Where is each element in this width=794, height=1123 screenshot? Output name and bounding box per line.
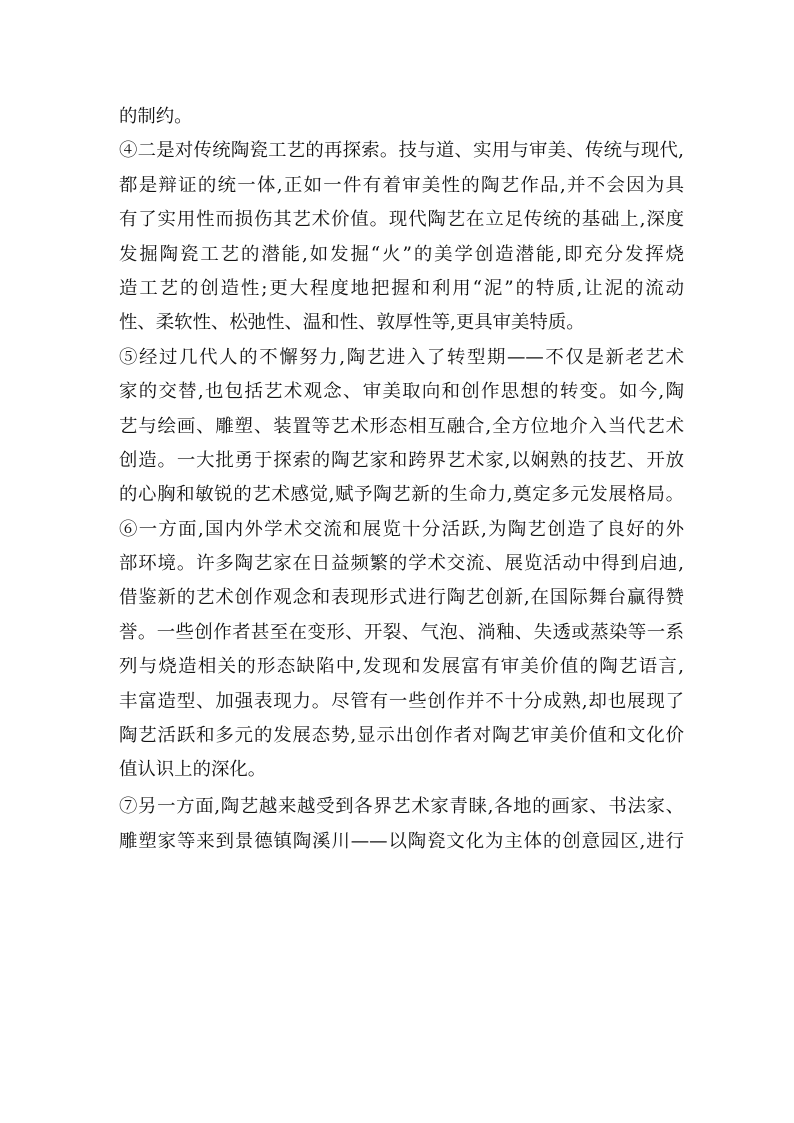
- text-line: 部环境。许多陶艺家在日益频繁的学术交流、展览活动中得到启迪,: [119, 553, 684, 575]
- text-line: ⑦另一方面,陶艺越来越受到各界艺术家青睐,各地的画家、书法家、: [119, 796, 684, 818]
- text-line: 的制约。: [119, 106, 193, 127]
- body-text: [119, 100, 684, 859]
- text-line: 誉。一些创作者甚至在变形、开裂、气泡、淌釉、失透或蒸染等一系: [119, 621, 684, 643]
- text-line: 有了实用性而损伤其艺术价值。现代陶艺在立足传统的基础上,深度: [119, 209, 684, 231]
- text-line: 借鉴新的艺术创作观念和表现形式进行陶艺创新,在国际舞台赢得赞: [119, 587, 684, 609]
- text-line: 发掘陶瓷工艺的潜能,如发掘“火”的美学创造潜能,即充分发挥烧: [119, 243, 684, 265]
- text-line: 陶艺活跃和多元的发展态势,显示出创作者对陶艺审美价值和文化价: [119, 725, 684, 747]
- text-line: 值认识上的深化。: [119, 759, 267, 781]
- text-line: 列与烧造相关的形态缺陷中,发现和发展富有审美价值的陶艺语言,: [119, 656, 684, 678]
- text-line: 造工艺的创造性;更大程度地把握和利用“泥”的特质,让泥的流动: [119, 277, 684, 299]
- text-line: 的心胸和敏锐的艺术感觉,赋予陶艺新的生命力,奠定多元发展格局。: [119, 484, 684, 506]
- text-line: 丰富造型、加强表现力。尽管有一些创作并不十分成熟,却也展现了: [119, 690, 684, 712]
- text-line: 家的交替,也包括艺术观念、审美取向和创作思想的转变。如今,陶: [119, 381, 684, 403]
- text-line: 都是辩证的统一体,正如一件有着审美性的陶艺作品,并不会因为具: [119, 174, 684, 196]
- text-line: 性、柔软性、松弛性、温和性、敦厚性等,更具审美特质。: [119, 312, 585, 334]
- text-line: ⑥一方面,国内外学术交流和展览十分活跃,为陶艺创造了良好的外: [119, 518, 684, 540]
- text-line: ⑤经过几代人的不懈努力,陶艺进入了转型期——不仅是新老艺术: [119, 346, 684, 368]
- text-line: 创造。一大批勇于探索的陶艺家和跨界艺术家,以娴熟的技艺、开放: [119, 449, 684, 471]
- text-line: ④二是对传统陶瓷工艺的再探索。技与道、实用与审美、传统与现代,: [119, 140, 684, 162]
- text-line: 艺与绘画、雕塑、装置等艺术形态相互融合,全方位地介入当代艺术: [119, 415, 684, 437]
- text-line: 雕塑家等来到景德镇陶溪川——以陶瓷文化为主体的创意园区,进行: [119, 830, 684, 852]
